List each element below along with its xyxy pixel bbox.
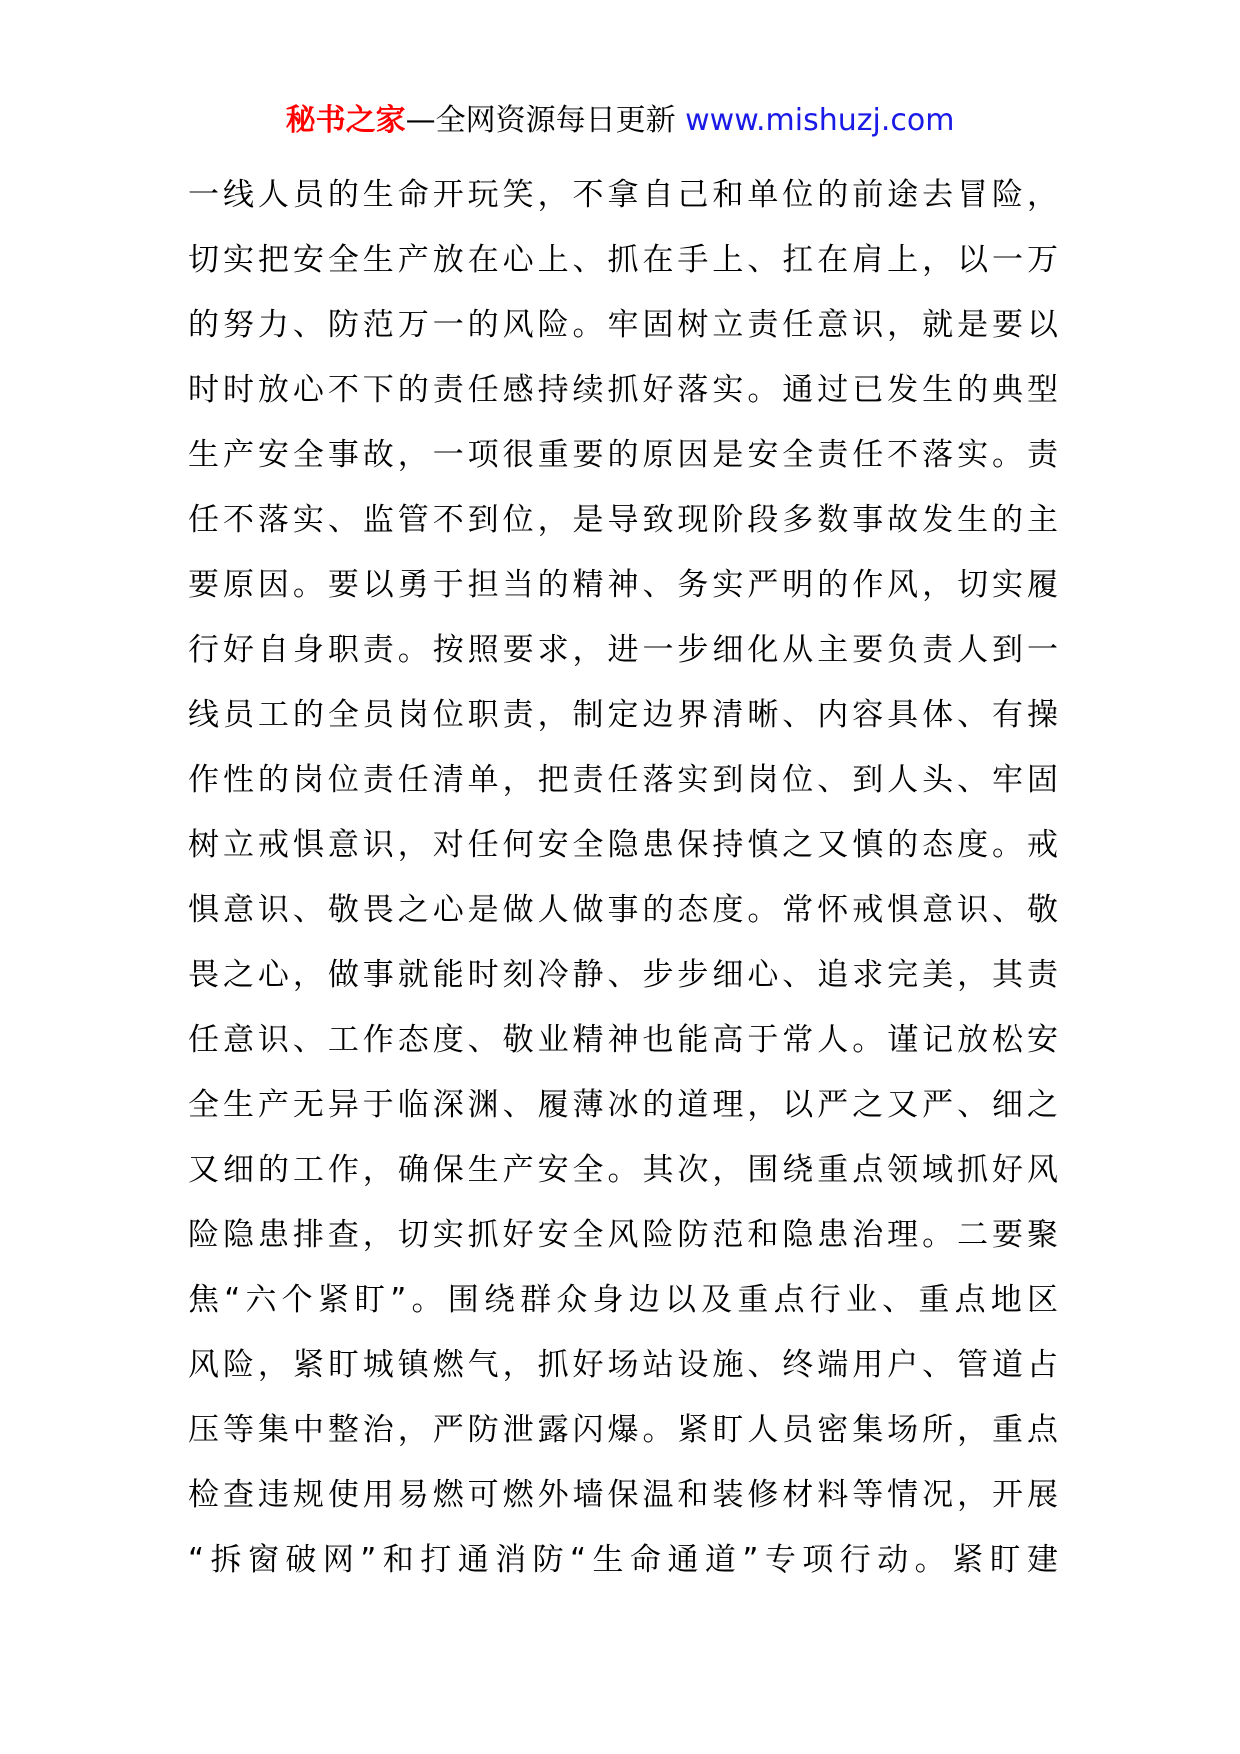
site-brand: 秘书之家 <box>285 103 406 138</box>
text-line: 险隐患排查，切实抓好安全风险防范和隐患治理。二要聚 <box>188 1217 1058 1253</box>
text-line: 时时放心不下的责任感持续抓好落实。通过已发生的典型 <box>188 372 1058 408</box>
text-line: 行好自身职责。按照要求，进一步细化从主要负责人到一 <box>188 632 1058 668</box>
text-line: 压等集中整治，严防泄露闪爆。紧盯人员密集场所，重点 <box>188 1412 1058 1448</box>
text-line: 的努力、防范万一的风险。牢固树立责任意识，就是要以 <box>188 307 1058 343</box>
text-line: 要原因。要以勇于担当的精神、务实严明的作风，切实履 <box>188 567 1058 603</box>
site-tagline: —全网资源每日更新 <box>405 103 676 138</box>
text-line: 一线人员的生命开玩笑，不拿自己和单位的前途去冒险， <box>188 177 1058 213</box>
text-line: 惧意识、敬畏之心是做人做事的态度。常怀戒惧意识、敬 <box>188 892 1058 928</box>
site-url-link[interactable]: www.mishuzj.com <box>685 103 955 138</box>
text-line: 又细的工作，确保生产安全。其次，围绕重点领域抓好风 <box>188 1152 1058 1188</box>
text-line: 树立戒惧意识，对任何安全隐患保持慎之又慎的态度。戒 <box>188 827 1058 863</box>
text-line: 任不落实、监管不到位，是导致现阶段多数事故发生的主 <box>188 502 1058 538</box>
text-line: 风险，紧盯城镇燃气，抓好场站设施、终端用户、管道占 <box>188 1347 1058 1383</box>
text-line: “拆窗破网”和打通消防“生命通道”专项行动。紧盯建 <box>188 1542 1058 1578</box>
page-header <box>0 101 1240 141</box>
text-line: 任意识、工作态度、敬业精神也能高于常人。谨记放松安 <box>188 1022 1058 1058</box>
text-line: 生产安全事故，一项很重要的原因是安全责任不落实。责 <box>188 437 1058 473</box>
text-line: 检查违规使用易燃可燃外墙保温和装修材料等情况，开展 <box>188 1477 1058 1513</box>
text-line: 线员工的全员岗位职责，制定边界清晰、内容具体、有操 <box>188 697 1058 733</box>
text-line: 全生产无异于临深渊、履薄冰的道理，以严之又严、细之 <box>188 1087 1058 1123</box>
text-line: 焦“六个紧盯”。围绕群众身边以及重点行业、重点地区 <box>188 1282 1058 1318</box>
document-body <box>188 163 1058 1593</box>
text-line: 作性的岗位责任清单，把责任落实到岗位、到人头、牢固 <box>188 762 1058 798</box>
text-line: 畏之心，做事就能时刻冷静、步步细心、追求完美，其责 <box>188 957 1058 993</box>
text-line: 切实把安全生产放在心上、抓在手上、扛在肩上，以一万 <box>188 242 1058 278</box>
